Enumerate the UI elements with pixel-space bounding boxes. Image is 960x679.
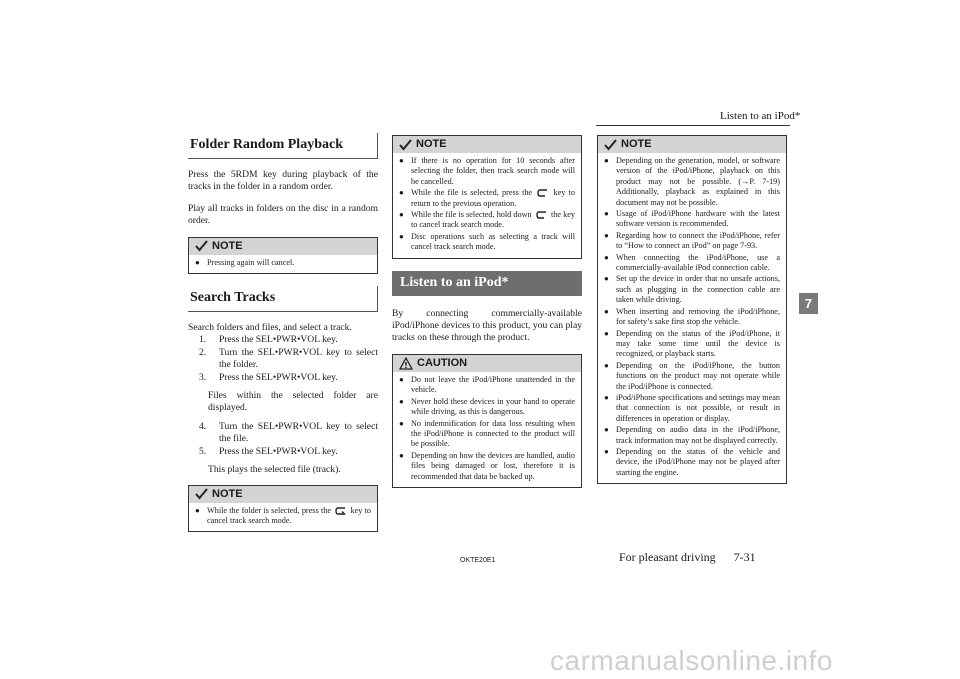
bullet-icon: ● — [399, 210, 404, 220]
column-1 — [188, 133, 378, 544]
note-box — [392, 135, 582, 259]
note-label: NOTE — [212, 239, 243, 252]
step-detail: Files within the selected folder are displayed. — [208, 390, 378, 414]
section-title-search-tracks: Search Tracks — [188, 286, 378, 312]
note-header — [189, 238, 377, 255]
list-item: ● Set up the device in order that no unsafe actions, such as plugging in the connection cable are taken while driving. — [604, 274, 780, 305]
bullet-icon: ● — [604, 252, 609, 262]
list-item: ● While the file is selected, hold down the key to cancel track search mode. — [399, 210, 576, 230]
paragraph: Press the 5RDM key during playback of the tracks in the folder in a random order. — [188, 169, 378, 193]
step-item: 5. Press the SEL•PWR•VOL key. — [199, 445, 338, 457]
list-item: ● Depending on the status of the vehicle and device, the iPod/iPhone may not be played after starting the engine. — [604, 446, 780, 477]
bullet-icon: ● — [604, 392, 609, 402]
list-item: ● Depending on the iPod/iPhone, the button functions on the product may not operate while the iPod/iPhone is connected. — [604, 360, 780, 391]
return-arrow-icon — [537, 189, 548, 197]
list-item: ● Depending on audio data in the iPod/iPhone, track information may not be displayed correctly. — [604, 425, 780, 445]
bullet-icon: ● — [604, 209, 609, 219]
bullet-icon: ● — [399, 156, 404, 165]
step-list — [188, 334, 378, 384]
list-item: ● Depending on the status of the iPod/iPhone, it may take some time until the device is recognized, or playback starts. — [604, 328, 780, 359]
caution-label: CAUTION — [417, 357, 468, 370]
bullet-icon: ● — [604, 306, 609, 316]
note-header — [598, 136, 786, 153]
return-arrow-icon — [536, 211, 547, 219]
list-item: ● iPod/iPhone specifications and settings may mean that connection is not possible, or result in differences in operation or display. — [604, 392, 780, 423]
step-item: 3. Press the SEL•PWR•VOL key. — [199, 371, 338, 383]
return-arrow-icon — [335, 507, 346, 515]
bullet-icon: ● — [604, 328, 609, 338]
step-item: 2. Turn the SEL•PWR•VOL key to select the folder. — [199, 346, 378, 371]
list-item: ● Depending on the generation, model, or software version of the iPod/iPhone, playback on this product may not be possible. (→P. 7-19) Additionally, playback as explained in this document may not be possible. — [604, 156, 780, 207]
running-head: Listen to an iPod* — [720, 110, 801, 122]
bullet-icon: ● — [399, 374, 404, 384]
list-item: ● When inserting and removing the iPod/iPhone, for safety’s sake first stop the vehicle. — [604, 306, 780, 327]
chapter-tab: 7 — [799, 293, 818, 314]
watermark: carmanualsonline.info — [550, 645, 833, 676]
bullet-icon: ● — [399, 188, 404, 198]
bullet-icon: ● — [399, 231, 404, 241]
column-2 — [392, 133, 582, 500]
bullet-icon: ● — [399, 450, 404, 460]
paragraph: Play all tracks in folders on the disc in a random order. — [188, 202, 378, 227]
bullet-icon: ● — [195, 257, 200, 267]
note-icon — [399, 139, 412, 151]
list-item: ● If there is no operation for 10 seconds after selecting the folder, then track search mode will be cancelled. — [399, 156, 575, 186]
note-box — [188, 485, 378, 533]
bullet-icon: ● — [604, 446, 609, 456]
warning-icon — [399, 357, 413, 370]
list-item: ● Pressing again will cancel. — [195, 257, 295, 267]
list-item: ● Regarding how to connect the iPod/iPhone, refer to “How to connect an iPod” on page 7-93. — [604, 230, 780, 251]
note-icon — [195, 240, 208, 252]
section-title-folder-random: Folder Random Playback — [188, 133, 378, 159]
footer-page-info — [619, 550, 756, 565]
section-title-ipod: Listen to an iPod* — [392, 271, 582, 296]
step-item: 4. Turn the SEL•PWR•VOL key to select the file. — [199, 420, 378, 445]
bullet-icon: ● — [604, 230, 609, 240]
list-item: ● While the folder is selected, press the key to cancel track search mode. — [195, 505, 371, 525]
caution-box — [392, 354, 582, 488]
list-item: ● Depending on how the devices are handled, audio files being damaged or lost, therefore it is recommended that data be backed up. — [399, 450, 575, 481]
note-label: NOTE — [212, 487, 243, 500]
step-detail: This plays the selected file (track). — [208, 464, 341, 476]
bullet-icon: ● — [604, 156, 609, 165]
bullet-icon: ● — [604, 274, 609, 284]
footer-code: OKTE20E1 — [460, 557, 496, 564]
bullet-icon: ● — [604, 425, 609, 435]
note-header — [189, 486, 377, 503]
note-icon — [604, 139, 617, 151]
caution-header — [393, 355, 581, 372]
bullet-icon: ● — [399, 396, 404, 406]
column-3 — [597, 133, 787, 496]
footer-section: For pleasant driving — [619, 550, 716, 564]
list-item: ● When connecting the iPod/iPhone, use a commercially-available iPod connection cable. — [604, 252, 780, 273]
list-item: ● No indemnification for data loss resulting when the iPod/iPhone is connected to the product will be possible. — [399, 418, 575, 449]
list-item: ● Do not leave the iPod/iPhone unattended in the vehicle. — [399, 374, 575, 395]
note-label: NOTE — [621, 138, 652, 151]
list-item: ● While the file is selected, press the key to return to the previous operation. — [399, 188, 576, 208]
note-icon — [195, 488, 208, 500]
bullet-icon: ● — [399, 418, 404, 428]
paragraph: By connecting commercially-available iPod/iPhone devices to this product, you can play tracks on these through the product. — [392, 307, 582, 344]
paragraph: Search folders and files, and select a track. — [188, 322, 352, 334]
note-box — [597, 135, 787, 484]
note-box — [188, 237, 378, 274]
list-item: ● Never hold these devices in your hand to operate while driving, as this is dangerous. — [399, 396, 575, 417]
step-list — [188, 421, 378, 458]
step-item: 1. Press the SEL•PWR•VOL key. — [199, 334, 338, 346]
bullet-icon: ● — [195, 505, 200, 515]
list-item: ● Disc operations such as selecting a track will cancel track search mode. — [399, 231, 575, 252]
page-number: 7-31 — [733, 550, 756, 564]
list-item: ● Usage of iPod/iPhone hardware with the latest software version is recommended. — [604, 209, 780, 229]
bullet-icon: ● — [604, 360, 609, 370]
running-head-rule — [596, 125, 790, 126]
note-label: NOTE — [416, 138, 447, 151]
note-header — [393, 136, 581, 153]
